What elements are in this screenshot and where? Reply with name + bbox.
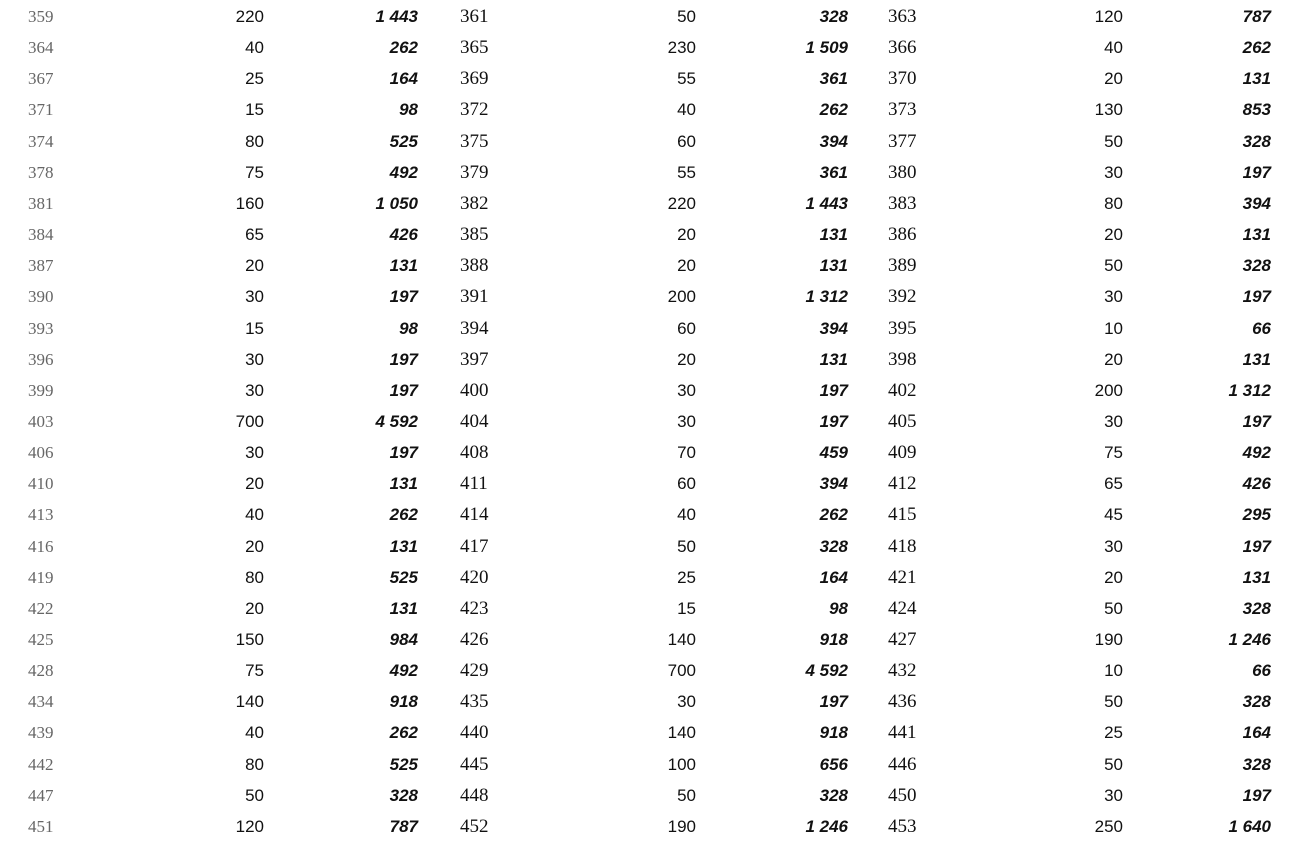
item-quantity: 20 — [1104, 225, 1123, 245]
item-code: 385 — [460, 224, 489, 246]
item-code: 426 — [460, 629, 489, 650]
item-amount: 394 — [819, 318, 848, 338]
item-quantity: 40 — [677, 100, 696, 120]
item-code: 423 — [460, 597, 489, 619]
item-quantity: 230 — [667, 38, 696, 58]
item-code: 411 — [460, 473, 488, 495]
table-row — [0, 94, 1290, 125]
item-amount: 197 — [389, 443, 418, 463]
item-quantity: 220 — [667, 193, 696, 213]
item-quantity: 40 — [245, 723, 264, 743]
item-amount: 1 246 — [1228, 630, 1271, 649]
item-amount: 426 — [1242, 474, 1271, 494]
item-quantity: 30 — [677, 380, 696, 400]
table-row — [0, 562, 1290, 593]
item-code: 427 — [888, 629, 917, 650]
item-code: 452 — [460, 815, 489, 837]
item-code: 383 — [888, 192, 917, 214]
item-amount: 197 — [1242, 287, 1271, 307]
item-code: 442 — [28, 754, 54, 774]
item-code: 382 — [460, 192, 489, 214]
table-row — [0, 375, 1290, 406]
item-code: 391 — [460, 286, 489, 308]
item-code: 453 — [888, 815, 917, 837]
item-quantity: 30 — [677, 411, 696, 431]
item-quantity: 65 — [1104, 474, 1123, 494]
item-amount: 328 — [1242, 131, 1271, 151]
item-quantity: 30 — [1104, 785, 1123, 805]
item-code: 416 — [28, 536, 54, 556]
item-quantity: 150 — [235, 630, 264, 649]
item-amount: 197 — [819, 411, 848, 431]
item-code: 435 — [460, 691, 489, 713]
item-code: 386 — [888, 224, 917, 246]
item-code: 410 — [28, 474, 54, 494]
item-code: 441 — [888, 722, 917, 744]
item-amount: 131 — [819, 225, 848, 245]
item-code: 422 — [28, 598, 54, 618]
item-quantity: 60 — [677, 318, 696, 338]
table-row — [0, 811, 1290, 842]
item-quantity: 80 — [245, 131, 264, 151]
item-amount: 328 — [819, 536, 848, 556]
item-amount: 197 — [389, 349, 418, 369]
item-code: 399 — [28, 380, 54, 400]
table-row — [0, 749, 1290, 780]
table-row — [0, 437, 1290, 468]
item-amount: 197 — [1242, 162, 1271, 182]
item-amount: 328 — [819, 7, 848, 26]
item-quantity: 50 — [1104, 598, 1123, 618]
item-quantity: 20 — [677, 256, 696, 276]
item-quantity: 50 — [677, 7, 696, 26]
item-quantity: 30 — [1104, 536, 1123, 556]
item-code: 425 — [28, 630, 54, 649]
item-amount: 197 — [1242, 536, 1271, 556]
item-amount: 361 — [819, 162, 848, 182]
item-quantity: 20 — [677, 225, 696, 245]
item-amount: 1 509 — [805, 38, 848, 58]
item-code: 434 — [28, 692, 54, 712]
item-code: 419 — [28, 567, 54, 587]
item-quantity: 40 — [677, 505, 696, 525]
item-quantity: 10 — [1104, 661, 1123, 681]
item-amount: 787 — [1242, 7, 1271, 26]
item-code: 402 — [888, 379, 917, 401]
item-quantity: 20 — [245, 474, 264, 494]
item-code: 408 — [460, 442, 489, 464]
table-row — [0, 344, 1290, 375]
item-quantity: 60 — [677, 131, 696, 151]
item-amount: 984 — [389, 630, 418, 649]
item-code: 446 — [888, 753, 917, 775]
item-quantity: 55 — [677, 162, 696, 182]
item-amount: 1 246 — [805, 816, 848, 836]
item-amount: 131 — [389, 536, 418, 556]
item-quantity: 15 — [677, 598, 696, 618]
item-code: 379 — [460, 161, 489, 183]
table-row — [0, 624, 1290, 655]
item-code: 370 — [888, 68, 917, 90]
item-quantity: 700 — [235, 411, 264, 431]
item-quantity: 20 — [1104, 567, 1123, 587]
item-amount: 1 312 — [805, 287, 848, 307]
item-amount: 131 — [389, 474, 418, 494]
item-code: 418 — [888, 535, 917, 557]
item-code: 409 — [888, 442, 917, 464]
item-amount: 1 050 — [375, 193, 418, 213]
item-amount: 525 — [389, 567, 418, 587]
table-row — [0, 406, 1290, 437]
item-quantity: 30 — [245, 287, 264, 307]
item-code: 405 — [888, 410, 917, 432]
item-amount: 1 312 — [1228, 380, 1271, 400]
table-row — [0, 686, 1290, 717]
item-amount: 197 — [389, 380, 418, 400]
item-amount: 459 — [819, 443, 848, 463]
item-quantity: 140 — [667, 723, 696, 743]
item-quantity: 25 — [245, 69, 264, 89]
item-quantity: 50 — [1104, 256, 1123, 276]
item-amount: 131 — [819, 256, 848, 276]
table-row — [0, 593, 1290, 624]
item-quantity: 40 — [1104, 38, 1123, 58]
item-quantity: 50 — [677, 785, 696, 805]
item-amount: 197 — [1242, 785, 1271, 805]
item-code: 448 — [460, 784, 489, 806]
item-quantity: 20 — [245, 256, 264, 276]
item-quantity: 140 — [667, 630, 696, 649]
table-row — [0, 468, 1290, 499]
item-quantity: 30 — [1104, 411, 1123, 431]
item-amount: 525 — [389, 754, 418, 774]
item-code: 393 — [28, 318, 54, 338]
table-row — [0, 63, 1290, 94]
item-quantity: 220 — [235, 7, 264, 26]
item-quantity: 30 — [245, 349, 264, 369]
item-code: 440 — [460, 722, 489, 744]
item-amount: 328 — [389, 785, 418, 805]
item-code: 451 — [28, 816, 54, 836]
item-code: 359 — [28, 7, 54, 26]
item-quantity: 200 — [1094, 380, 1123, 400]
item-code: 398 — [888, 348, 917, 370]
item-quantity: 60 — [677, 474, 696, 494]
item-quantity: 65 — [245, 225, 264, 245]
item-quantity: 130 — [1094, 100, 1123, 120]
item-quantity: 50 — [245, 785, 264, 805]
item-quantity: 40 — [245, 38, 264, 58]
item-amount: 918 — [819, 630, 848, 649]
item-amount: 918 — [389, 692, 418, 712]
item-amount: 1 443 — [805, 193, 848, 213]
item-amount: 262 — [389, 38, 418, 58]
item-amount: 164 — [1242, 723, 1271, 743]
item-quantity: 25 — [677, 567, 696, 587]
table-row — [0, 126, 1290, 157]
item-quantity: 15 — [245, 318, 264, 338]
item-quantity: 120 — [235, 816, 264, 836]
table-row — [0, 313, 1290, 344]
item-code: 365 — [460, 37, 489, 59]
item-code: 392 — [888, 286, 917, 308]
item-quantity: 80 — [245, 567, 264, 587]
item-amount: 328 — [1242, 692, 1271, 712]
item-amount: 394 — [819, 131, 848, 151]
item-amount: 394 — [819, 474, 848, 494]
item-code: 384 — [28, 225, 54, 245]
item-amount: 262 — [1242, 38, 1271, 58]
item-quantity: 80 — [1104, 193, 1123, 213]
item-amount: 328 — [819, 785, 848, 805]
item-amount: 164 — [819, 567, 848, 587]
item-quantity: 30 — [245, 443, 264, 463]
item-code: 412 — [888, 473, 917, 495]
item-code: 390 — [28, 287, 54, 307]
item-code: 415 — [888, 504, 917, 526]
table-row — [0, 250, 1290, 281]
item-code: 436 — [888, 691, 917, 713]
item-quantity: 50 — [1104, 692, 1123, 712]
item-amount: 131 — [389, 598, 418, 618]
item-quantity: 80 — [245, 754, 264, 774]
item-code: 388 — [460, 255, 489, 277]
item-quantity: 20 — [1104, 349, 1123, 369]
item-quantity: 30 — [1104, 287, 1123, 307]
item-code: 394 — [460, 317, 489, 339]
item-code: 387 — [28, 256, 54, 276]
item-code: 367 — [28, 69, 54, 89]
table-row — [0, 281, 1290, 312]
item-code: 381 — [28, 193, 54, 213]
item-amount: 197 — [819, 380, 848, 400]
item-amount: 328 — [1242, 598, 1271, 618]
item-amount: 131 — [389, 256, 418, 276]
item-code: 424 — [888, 597, 917, 619]
item-quantity: 50 — [1104, 754, 1123, 774]
item-quantity: 30 — [677, 692, 696, 712]
item-amount: 328 — [1242, 754, 1271, 774]
item-quantity: 20 — [245, 536, 264, 556]
item-quantity: 55 — [677, 69, 696, 89]
item-amount: 131 — [1242, 349, 1271, 369]
item-quantity: 200 — [667, 287, 696, 307]
item-code: 417 — [460, 535, 489, 557]
item-code: 363 — [888, 6, 917, 27]
table-row — [0, 157, 1290, 188]
item-quantity: 190 — [1094, 630, 1123, 649]
item-code: 377 — [888, 130, 917, 152]
item-code: 445 — [460, 753, 489, 775]
item-code: 361 — [460, 6, 489, 27]
item-quantity: 75 — [1104, 443, 1123, 463]
item-amount: 1 443 — [375, 7, 418, 26]
item-quantity: 20 — [245, 598, 264, 618]
item-quantity: 40 — [245, 505, 264, 525]
item-code: 406 — [28, 443, 54, 463]
item-code: 413 — [28, 505, 54, 525]
item-code: 373 — [888, 99, 917, 121]
item-code: 396 — [28, 349, 54, 369]
table-row — [0, 780, 1290, 811]
item-amount: 4 592 — [805, 661, 848, 681]
table-row — [0, 531, 1290, 562]
item-quantity: 70 — [677, 443, 696, 463]
item-quantity: 20 — [677, 349, 696, 369]
item-code: 421 — [888, 566, 917, 588]
item-amount: 98 — [829, 598, 848, 618]
item-amount: 197 — [1242, 411, 1271, 431]
item-quantity: 50 — [677, 536, 696, 556]
item-code: 404 — [460, 410, 489, 432]
item-amount: 164 — [389, 69, 418, 89]
item-quantity: 250 — [1094, 816, 1123, 836]
item-amount: 197 — [819, 692, 848, 712]
item-code: 397 — [460, 348, 489, 370]
item-code: 414 — [460, 504, 489, 526]
item-code: 380 — [888, 161, 917, 183]
item-amount: 131 — [819, 349, 848, 369]
item-code: 439 — [28, 723, 54, 743]
item-quantity: 140 — [235, 692, 264, 712]
item-quantity: 30 — [1104, 162, 1123, 182]
table-row — [0, 655, 1290, 686]
item-quantity: 45 — [1104, 505, 1123, 525]
item-quantity: 30 — [245, 380, 264, 400]
item-quantity: 700 — [667, 661, 696, 681]
item-amount: 787 — [389, 816, 418, 836]
table-row — [0, 499, 1290, 530]
item-amount: 131 — [1242, 567, 1271, 587]
item-code: 432 — [888, 660, 917, 682]
item-code: 374 — [28, 131, 54, 151]
item-amount: 492 — [389, 162, 418, 182]
item-code: 378 — [28, 162, 54, 182]
item-code: 372 — [460, 99, 489, 121]
item-amount: 262 — [819, 100, 848, 120]
item-amount: 394 — [1242, 193, 1271, 213]
item-code: 420 — [460, 566, 489, 588]
item-code: 389 — [888, 255, 917, 277]
item-code: 395 — [888, 317, 917, 339]
item-code: 366 — [888, 37, 917, 59]
item-quantity: 15 — [245, 100, 264, 120]
item-quantity: 120 — [1094, 7, 1123, 26]
item-amount: 918 — [819, 723, 848, 743]
item-code: 428 — [28, 661, 54, 681]
item-amount: 197 — [389, 287, 418, 307]
item-amount: 131 — [1242, 69, 1271, 89]
item-quantity: 100 — [667, 754, 696, 774]
item-amount: 525 — [389, 131, 418, 151]
item-quantity: 10 — [1104, 318, 1123, 338]
item-quantity: 75 — [245, 162, 264, 182]
item-quantity: 50 — [1104, 131, 1123, 151]
item-code: 369 — [460, 68, 489, 90]
item-amount: 492 — [389, 661, 418, 681]
item-amount: 66 — [1252, 661, 1271, 681]
item-amount: 262 — [819, 505, 848, 525]
item-code: 429 — [460, 660, 489, 682]
item-code: 403 — [28, 411, 54, 431]
item-amount: 492 — [1242, 443, 1271, 463]
item-amount: 66 — [1252, 318, 1271, 338]
item-amount: 131 — [1242, 225, 1271, 245]
item-amount: 426 — [389, 225, 418, 245]
item-amount: 1 640 — [1228, 816, 1271, 836]
item-amount: 656 — [819, 754, 848, 774]
item-quantity: 190 — [667, 816, 696, 836]
item-code: 450 — [888, 784, 917, 806]
item-quantity: 25 — [1104, 723, 1123, 743]
table-row — [0, 219, 1290, 250]
item-quantity: 75 — [245, 661, 264, 681]
item-amount: 4 592 — [375, 411, 418, 431]
item-amount: 98 — [399, 100, 418, 120]
item-amount: 361 — [819, 69, 848, 89]
item-code: 447 — [28, 785, 54, 805]
item-quantity: 20 — [1104, 69, 1123, 89]
item-amount: 98 — [399, 318, 418, 338]
item-amount: 328 — [1242, 256, 1271, 276]
item-code: 375 — [460, 130, 489, 152]
item-amount: 853 — [1242, 100, 1271, 120]
item-amount: 262 — [389, 723, 418, 743]
item-code: 400 — [460, 379, 489, 401]
table-row — [0, 1, 1290, 32]
table-row — [0, 188, 1290, 219]
item-amount: 262 — [389, 505, 418, 525]
item-amount: 295 — [1242, 505, 1271, 525]
item-code: 364 — [28, 38, 54, 58]
table-row — [0, 32, 1290, 63]
item-code: 371 — [28, 100, 54, 120]
table-row — [0, 717, 1290, 748]
item-quantity: 160 — [235, 193, 264, 213]
